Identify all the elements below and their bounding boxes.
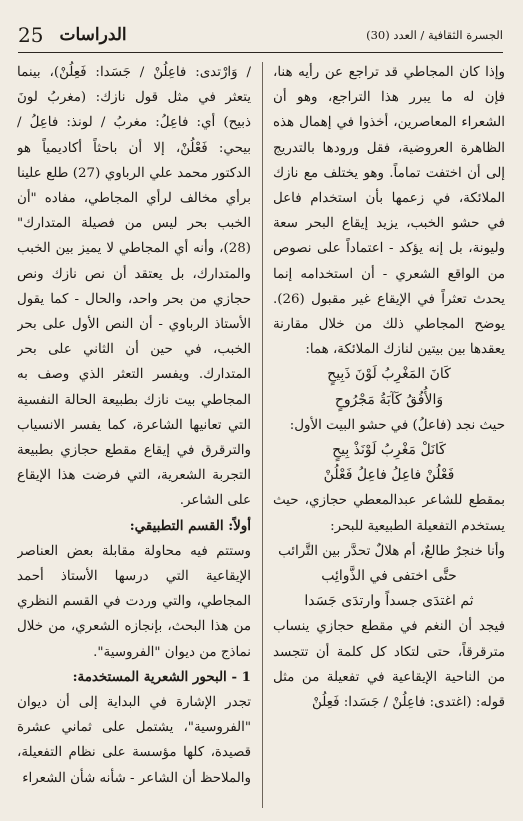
verse-line: حتَّى اختفى في الذَّوائِب (321, 568, 457, 585)
column-divider (262, 62, 263, 808)
verse-line: وأنا خنجرٌ طالعٌ، أم هلالٌ تحدَّر بين التَّرائب (278, 543, 505, 559)
left-column (17, 60, 251, 812)
header-rule (18, 52, 503, 53)
verse-scansion: كَانَلْ مَغْرِبُ لَوْنَذْ بِيحٍ (332, 442, 446, 459)
paragraph: تجدر الإشارة في البداية إلى أن ديوان "الفروسية"، يشتمل على ثماني عشرة قصيدة، كلها مؤسسة على نظام التفعيلة، والملاحظ أن الشاعر - شأنه شأن الشعراء (17, 695, 251, 786)
paragraph: بمقطع للشاعر عبدالمعطي حجازي، حيث يستخدم التفعيلة الطبيعية للبحر: (273, 493, 505, 534)
section-heading: أولاً: القسم التطبيقي: (129, 517, 251, 534)
paragraph: حيث نجد (فاعلُ) في حشو البيت الأول: (289, 417, 505, 433)
page-number: 25 (18, 23, 44, 47)
verse-line: كَانَ المَغْرِبُ لَوْنَ ذَبِيحٍ (327, 366, 451, 383)
section-title: الدراسات (59, 25, 127, 45)
verse-scansion: فَعْلُنْ فاعِلُ فاعِلُ فَعْلُنْ (323, 467, 455, 484)
subsection-heading: 1 - البحور الشعرية المستخدمة: (72, 668, 251, 685)
page-header (18, 20, 503, 50)
issue-label: الجسرة الثقافية / العدد (30) (366, 28, 503, 42)
paragraph: فيجد أن النغم في مقطع حجازي ينساب مترقرقاً، حتى لتكاد كل كلمة أن تتجسد من الناحية الإيقاعية في تفعيلة من مثل قوله: (اغتدى: فاعِلُنْ / جَسَدا: فَعِلُنْ (273, 619, 505, 711)
verse-line: وَالأُفُقُ كَآبَةُ مَجْرُوحٍ (334, 391, 444, 408)
right-column (273, 60, 505, 812)
verse-line: ثم اغتدَى جسداً وارتدَى جَسَدا (304, 593, 474, 610)
paragraph: وستتم فيه محاولة مقابلة بعض العناصر الإيقاعية التي درسها الأستاذ أحمد المجاطي، والتي وردت في القسم النظري من هذا البحث، بإنجازه الشعري، من خلال نماذج من ديوان "الفروسية". (17, 543, 251, 660)
paragraph: وإذا كان المجاطي قد تراجع عن رأيه هنا، فإن له ما يبرر هذا التراجع، وهو أن الشعراء المعاصرين، أخذوا في إهمال هذه الظاهرة العروضية، فقل ورودها بالتدريج إلى أن اختفت تماماً. وهو يختلف مع نازك الملائكة، في زعمها بأن استخدام فاعل في حشو الخبب، يزيد إيقاع البحر سعة وليونة، بل إنه يؤكد - اعتماداً على نصوص من الواقع الشعري - أن استخدامه إنما يحدث تعثراً في الإيقاع غير مقبول (26). يوضح المجاطي ذلك من خلال مقارنة يعقدها بين بيتين لنازك الملائكة، هما: (273, 65, 505, 358)
paragraph: / وَارْتدى: فاعِلُنْ / جَسَدا: فَعِلُنْ)، بينما يتعثر في مثل قول نازك: (مغربُ لونَ ذبيح) أي: فاعِلُ: مغربُ / لونذ: فاعِلُ / بيحي: فَعْلُنْ، إلا أن باحثاً أكاديمياً هو الدكتور محمد علي الرباوي (27) طلع علينا برأي مخالف لرأي المجاطي، مفاده "أن الخبب بحر ليس من فصيلة المتدارك" (28)، وأنه أي المجاطي لا يميز بين الخبب والمتدارك، بل يعتقد أن نص نازك ونص حجازي من بحر واحد، والحال - كما يقول الأستاذ الرباوي - أن النص الأول على بحر الخبب، في حين أن الثاني على بحر المتدارك. ويفسر التعثر الذي وصف به المجاطي بيت نازك بطبيعة الحالة النفسية التي تعانيها الشاعرة، كما يفسر الانسياب والترقرق في إيقاع مقطع حجازي بطبيعة التجربة الشعرية، التي فرضت هذا الإيقاع على الشاعر. (17, 65, 251, 509)
